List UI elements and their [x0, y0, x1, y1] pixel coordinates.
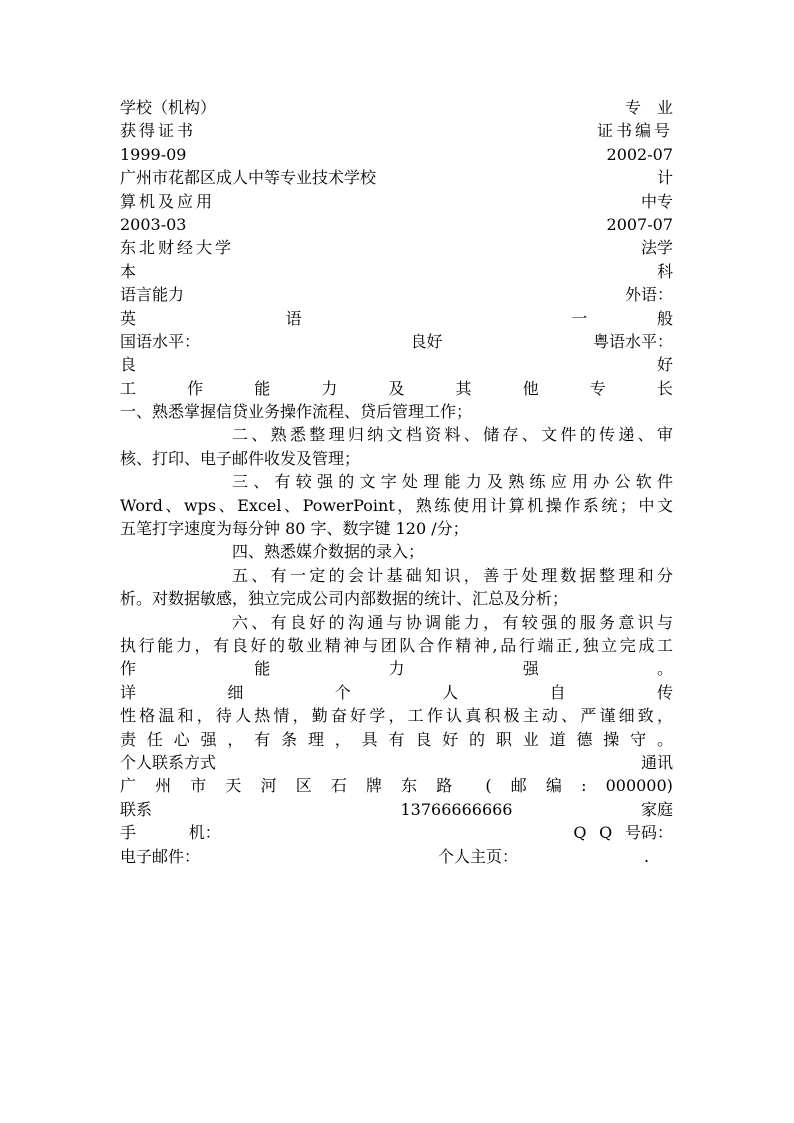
- label-address-prefix: 通讯: [640, 752, 673, 772]
- edu2-degree: [120, 260, 673, 283]
- ad-7: 石: [330, 776, 347, 796]
- se-3: 力: [388, 659, 405, 679]
- edu2-school: [120, 236, 673, 259]
- edu2-degree-b: 科: [656, 261, 673, 281]
- skill-3: 三、有较强的文字处理能力及熟练应用办公软件: [232, 472, 673, 492]
- label-certificate: 获得证书: [120, 121, 197, 141]
- header-school-major: [120, 96, 673, 119]
- ad-10: 路: [436, 776, 453, 796]
- label-language: 语言能力: [120, 285, 185, 305]
- resume-document: [120, 96, 673, 868]
- edu2-major: 法学: [640, 238, 673, 258]
- sh-8: 专: [589, 378, 606, 398]
- sh-5: 及: [388, 378, 405, 398]
- ad-11: (: [485, 776, 492, 796]
- skill-1: 一、熟悉掌握信贷业务操作流程、贷后管理工作；: [120, 402, 473, 422]
- label-email: 电子邮件：: [120, 846, 201, 866]
- contact-mobile-qq: [120, 821, 673, 844]
- ad-8: 牌: [365, 776, 382, 796]
- fl-1: 英: [120, 308, 137, 328]
- skill-6: 六、有良好的沟通与协调能力，有较强的服务意识与: [232, 612, 673, 632]
- contact-phone: [120, 798, 673, 821]
- sh-9: 长: [656, 378, 673, 398]
- mandarin-level: 良好: [410, 331, 443, 351]
- skill-5: 五、有一定的会计基础知识，善于处理数据整理和分: [232, 565, 673, 585]
- ad-3: 市: [190, 776, 207, 796]
- skill-3-end: 五笔打字速度为每分钟 80 字、数字键 120 /分；: [120, 519, 469, 539]
- skill-4: 四、熟悉媒介数据的录入；: [232, 542, 425, 562]
- edu2-degree-a: 本: [120, 261, 137, 281]
- language-header: [120, 283, 673, 306]
- edu2-school-name: 东北财经大学: [120, 238, 235, 258]
- mq-2: 机：: [188, 823, 221, 843]
- ad-4: 天: [225, 776, 242, 796]
- label-school: 学校（机构）: [120, 98, 217, 117]
- mq-5: 号码：: [624, 823, 673, 843]
- cl-1: 良: [120, 355, 137, 375]
- mq-4: Q: [599, 823, 613, 843]
- bh-2: 细: [227, 682, 244, 702]
- sh-1: 工: [120, 378, 137, 398]
- edu1-start: 1999-09: [120, 144, 187, 164]
- edu1-degree: 中专: [640, 191, 673, 211]
- label-certificate-no: 证书编号: [596, 121, 673, 141]
- bio-line-1: 性格温和，待人热情，勤奋好学，工作认真积极主动、严谨细致，: [120, 706, 673, 726]
- ad-12: 邮: [510, 776, 527, 796]
- ad-13: 编: [545, 776, 562, 796]
- skill-6-end: [120, 657, 673, 680]
- skill-6-cont: 执行能力，有良好的敬业精神与团队合作精神,品行端正,独立完成工: [120, 635, 673, 655]
- trailing-dot: .: [644, 846, 650, 866]
- edu1-school: [120, 166, 673, 189]
- fl-2: 语: [285, 308, 302, 328]
- se-5: 。: [656, 659, 673, 679]
- header-certificate: [120, 119, 673, 142]
- edu1-dates: [120, 143, 673, 166]
- label-contact: 个人联系方式: [120, 752, 217, 772]
- se-4: 强: [522, 659, 539, 679]
- contact-address: [120, 774, 673, 797]
- ad-1: 广: [120, 776, 137, 796]
- bh-5: 自: [549, 682, 566, 702]
- label-cantonese: 粤语水平：: [592, 331, 673, 351]
- label-foreign: 外语：: [624, 285, 673, 305]
- bio-header: [120, 681, 673, 704]
- edu2-end: 2007-07: [606, 214, 673, 234]
- bh-6: 传: [656, 682, 673, 702]
- bh-1: 详: [120, 682, 137, 702]
- sh-4: 力: [321, 378, 338, 398]
- skill-3-cont: Word、wps、Excel、PowerPoint，熟练使用计算机操作系统；中文: [120, 495, 673, 515]
- edu1-end: 2002-07: [606, 144, 673, 164]
- cl-2: 好: [656, 355, 673, 375]
- ad-5: 河: [260, 776, 277, 796]
- label-mandarin: 国语水平：: [120, 331, 201, 351]
- label-major: 专 业: [624, 98, 673, 117]
- contact-email-homepage: [120, 845, 673, 868]
- sh-2: 作: [187, 378, 204, 398]
- se-1: 作: [120, 659, 137, 679]
- edu2-dates: [120, 213, 673, 236]
- edu1-major: [120, 190, 673, 213]
- sh-3: 能: [254, 378, 271, 398]
- edu2-start: 2003-03: [120, 214, 187, 234]
- ad-2: 州: [155, 776, 172, 796]
- edu1-major-rest: 算机及应用: [120, 191, 216, 211]
- skill-5-cont: 析。对数据敏感，独立完成公司内部数据的统计、汇总及分析；: [120, 589, 569, 609]
- phone-number: 13766666666: [400, 799, 513, 819]
- fl-3: 一: [571, 308, 588, 328]
- ad-14: :: [581, 776, 587, 796]
- bh-3: 个: [334, 682, 351, 702]
- skill-2-cont: 核、打印、电子邮件收发及管理；: [120, 448, 361, 468]
- sh-7: 他: [522, 378, 539, 398]
- mq-3: Q: [573, 823, 587, 843]
- se-2: 能: [254, 659, 271, 679]
- contact-header: [120, 751, 673, 774]
- edu1-major-start: 计: [656, 168, 673, 188]
- skills-header: [120, 377, 673, 400]
- bio-line-2: 责任心强，有条理，具有良好的职业道德操守。: [120, 729, 673, 749]
- mq-1: 手: [120, 823, 137, 843]
- bh-4: 人: [442, 682, 459, 702]
- edu1-school-name: 广州市花都区成人中等专业技术学校: [120, 168, 377, 188]
- label-home: 家庭: [640, 799, 673, 819]
- sh-6: 其: [455, 378, 472, 398]
- ad-15: 000000): [605, 776, 673, 796]
- dialect-levels: [120, 330, 673, 353]
- fl-4: 般: [656, 308, 673, 328]
- cantonese-level: [120, 353, 673, 376]
- label-homepage: 个人主页：: [438, 846, 519, 866]
- ad-6: 区: [295, 776, 312, 796]
- skill-2: 二、熟悉整理归纳文档资料、储存、文件的传递、审: [232, 425, 673, 445]
- foreign-language: [120, 307, 673, 330]
- label-contact-phone: 联系: [120, 799, 153, 819]
- ad-9: 东: [401, 776, 418, 796]
